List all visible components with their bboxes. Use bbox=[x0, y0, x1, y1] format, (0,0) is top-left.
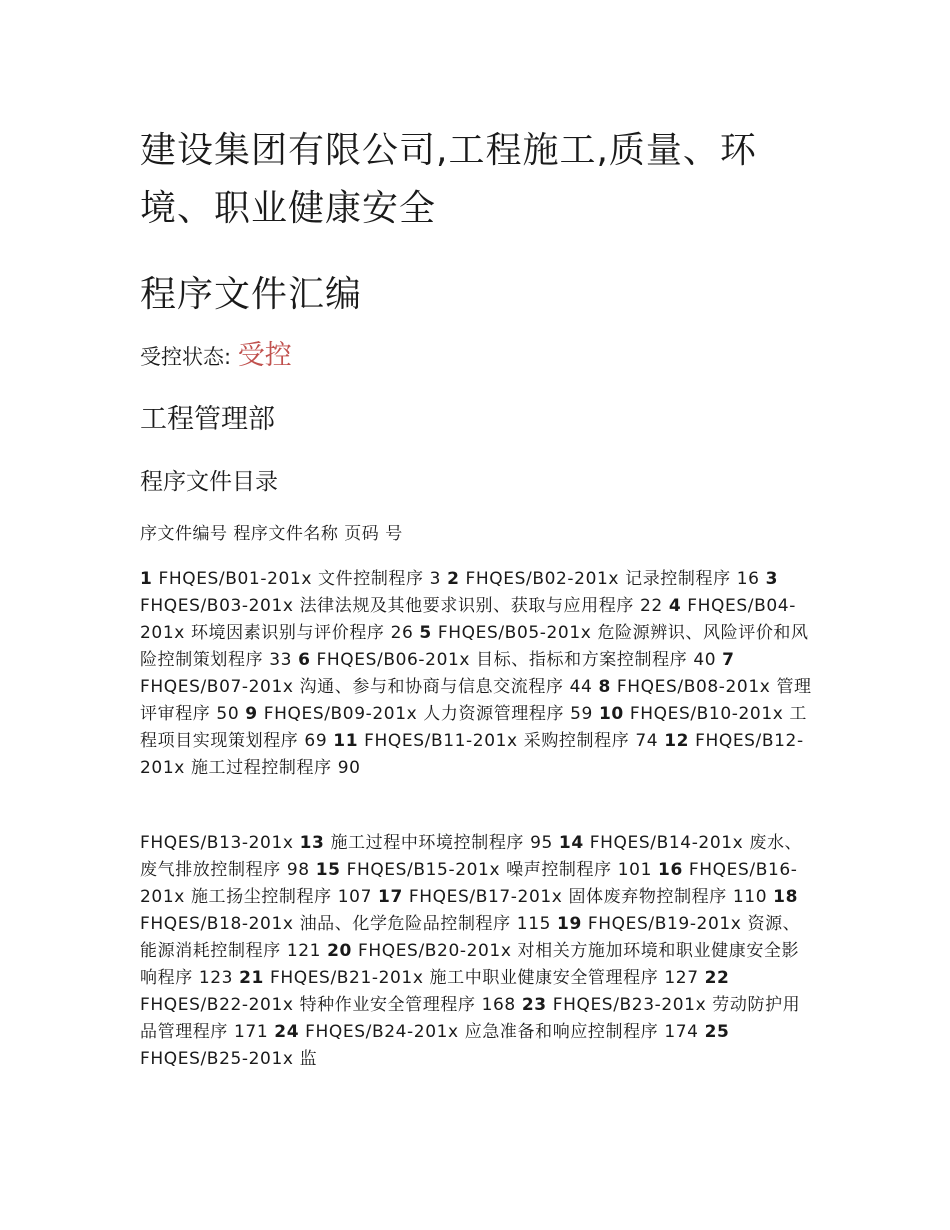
toc-entry-name: 工程项目实现策划程序 bbox=[140, 704, 808, 751]
toc-entry-number: 13 bbox=[299, 833, 325, 853]
toc-entry-name: 施工扬尘控制程序 bbox=[190, 887, 332, 907]
toc-entry-number: 10 bbox=[598, 704, 624, 724]
toc-entry-name: 采购控制程序 bbox=[523, 731, 630, 751]
toc-entry-code: FHQES/B21-201x bbox=[269, 968, 424, 988]
toc-entry-number: 7 bbox=[722, 650, 735, 670]
toc-entry-code: FHQES/B03-201x bbox=[140, 596, 294, 616]
toc-entry-name: 特种作业安全管理程序 bbox=[299, 995, 476, 1015]
toc-entry-number: 25 bbox=[704, 1022, 730, 1042]
toc-entry-number: 19 bbox=[557, 914, 582, 934]
toc-entry-page: 174 bbox=[664, 1022, 699, 1042]
toc-entry-code: FHQES/B06-201x bbox=[316, 650, 471, 670]
toc-entry-number: 16 bbox=[658, 860, 683, 880]
toc-entry-page: 44 bbox=[569, 677, 593, 697]
toc-entry-name: 文件控制程序 bbox=[318, 569, 424, 589]
toc-entry-name: 施工过程中环境控制程序 bbox=[330, 833, 525, 853]
toc-entry-number: 12 bbox=[664, 731, 690, 751]
toc-entry-code: FHQES/B04-201x bbox=[140, 596, 796, 643]
toc-title: 程序文件目录 bbox=[140, 469, 278, 495]
control-status bbox=[140, 334, 292, 379]
toc-entry-page: 74 bbox=[635, 731, 659, 751]
toc-entry-code: FHQES/B07-201x bbox=[140, 677, 294, 697]
toc-entry-name: 固体废弃物控制程序 bbox=[568, 887, 727, 907]
toc-entry-code: FHQES/B16-201x bbox=[140, 860, 798, 907]
toc-entry-code: FHQES/B09-201x bbox=[263, 704, 418, 724]
toc-entry-code: FHQES/B20-201x bbox=[357, 941, 512, 961]
toc-entry-name: 施工过程控制程序 bbox=[190, 758, 332, 778]
toc-entry-name: 应急准备和响应控制程序 bbox=[464, 1022, 659, 1042]
toc-entry-page: 168 bbox=[481, 995, 516, 1015]
toc-entry-name: 监 bbox=[299, 1049, 318, 1069]
toc-entry-page: 40 bbox=[693, 650, 717, 670]
toc-entry-name: 对相关方施加环境和职业健康安全影响程序 bbox=[140, 941, 800, 988]
toc-entry-page: 171 bbox=[234, 1022, 269, 1042]
toc-entry-code: FHQES/B23-201x bbox=[552, 995, 707, 1015]
toc-entry-number: 14 bbox=[558, 833, 584, 853]
toc-entry-number: 6 bbox=[298, 650, 311, 670]
toc-entry-code: FHQES/B15-201x bbox=[346, 860, 501, 880]
toc-entry-name: 目标、指标和方案控制程序 bbox=[476, 650, 688, 670]
toc-entry-code: FHQES/B25-201x bbox=[140, 1049, 294, 1069]
toc-entry-number: 18 bbox=[773, 887, 799, 907]
toc-entry-code: FHQES/B18-201x bbox=[140, 914, 294, 934]
toc-entry-page: 50 bbox=[216, 704, 240, 724]
toc-paragraph-2 bbox=[140, 830, 815, 1073]
toc-entry-number: 8 bbox=[598, 677, 611, 697]
toc-entry-name: 沟通、参与和协商与信息交流程序 bbox=[299, 677, 564, 697]
status-label: 受控状态: bbox=[140, 345, 232, 369]
toc-entry-page: 3 bbox=[429, 569, 442, 589]
toc-entry-page: 69 bbox=[304, 731, 328, 751]
toc-entry-name: 记录控制程序 bbox=[625, 569, 731, 589]
toc-entry-page: 90 bbox=[337, 758, 361, 778]
toc-entry-number: 17 bbox=[378, 887, 403, 907]
toc-entry-number: 1 bbox=[140, 569, 153, 589]
document-subtitle: 程序文件汇编 bbox=[140, 274, 363, 315]
toc-header: 序文件编号 程序文件名称 页码 号 bbox=[140, 524, 403, 544]
toc-entry-code: FHQES/B14-201x bbox=[589, 833, 744, 853]
toc-entry-page: 33 bbox=[269, 650, 293, 670]
toc-entry-name: 噪声控制程序 bbox=[506, 860, 612, 880]
toc-entry-code: FHQES/B08-201x bbox=[616, 677, 771, 697]
toc-entry-page: 123 bbox=[198, 968, 234, 988]
toc-entry-number: 2 bbox=[447, 569, 460, 589]
toc-entry[interactable] bbox=[274, 1022, 698, 1042]
toc-entry[interactable] bbox=[298, 650, 716, 670]
toc-entry[interactable] bbox=[447, 569, 759, 589]
toc-entry-page: 115 bbox=[516, 914, 552, 934]
toc-entry-number: 5 bbox=[419, 623, 432, 643]
toc-entry-code: FHQES/B11-201x bbox=[364, 731, 518, 751]
toc-paragraph-1 bbox=[140, 566, 815, 782]
toc-entry[interactable] bbox=[333, 731, 658, 751]
toc-entry-number: 22 bbox=[704, 968, 730, 988]
toc-entry-number: 11 bbox=[333, 731, 359, 751]
toc-entry-page: 127 bbox=[664, 968, 699, 988]
toc-entry-number: 21 bbox=[239, 968, 264, 988]
toc-entry-number: 23 bbox=[521, 995, 547, 1015]
toc-entry-name: 法律法规及其他要求识别、获取与应用程序 bbox=[299, 596, 634, 616]
toc-entry[interactable] bbox=[140, 833, 553, 853]
toc-entry-number: 9 bbox=[245, 704, 258, 724]
toc-entry-code: FHQES/B22-201x bbox=[140, 995, 294, 1015]
toc-entry-code: FHQES/B05-201x bbox=[437, 623, 592, 643]
toc-entry-page: 26 bbox=[390, 623, 414, 643]
toc-entry[interactable] bbox=[245, 704, 593, 724]
toc-entry-name: 人力资源管理程序 bbox=[423, 704, 565, 724]
toc-entry-code: FHQES/B01-201x bbox=[158, 569, 312, 589]
toc-entry-number: 20 bbox=[327, 941, 352, 961]
toc-entry-name: 环境因素识别与评价程序 bbox=[190, 623, 385, 643]
toc-entry-page: 110 bbox=[732, 887, 768, 907]
toc-entry-number: 4 bbox=[668, 596, 682, 616]
toc-entry-page: 101 bbox=[617, 860, 652, 880]
toc-entry-code: FHQES/B17-201x bbox=[408, 887, 563, 907]
toc-entry[interactable] bbox=[140, 569, 441, 589]
toc-entry-name: 资源、能源消耗控制程序 bbox=[140, 914, 801, 961]
toc-entry-number: 24 bbox=[274, 1022, 300, 1042]
toc-entry-name: 劳动防护用品管理程序 bbox=[140, 995, 801, 1042]
toc-entry-page: 95 bbox=[530, 833, 553, 853]
toc-entry-page: 16 bbox=[736, 569, 760, 589]
toc-entry-number: 3 bbox=[765, 569, 779, 589]
toc-entry-page: 107 bbox=[337, 887, 373, 907]
toc-entry-code: FHQES/B02-201x bbox=[465, 569, 620, 589]
toc-entry-code: FHQES/B10-201x bbox=[629, 704, 784, 724]
toc-entry[interactable] bbox=[378, 887, 767, 907]
toc-entry-page: 22 bbox=[639, 596, 663, 616]
toc-entry-name: 废水、废气排放控制程序 bbox=[140, 833, 803, 880]
toc-entry-name: 油品、化学危险品控制程序 bbox=[299, 914, 511, 934]
department-name: 工程管理部 bbox=[140, 404, 275, 435]
toc-entry-page: 98 bbox=[286, 860, 310, 880]
toc-entry[interactable] bbox=[316, 860, 652, 880]
toc-entry-name: 施工中职业健康安全管理程序 bbox=[429, 968, 659, 988]
toc-entry-number: 15 bbox=[315, 860, 341, 880]
toc-entry-name: 危险源辨识、风险评价和风险控制策划程序 bbox=[140, 623, 809, 670]
document-title: 建设集团有限公司,工程施工,质量、环境、职业健康安全 bbox=[140, 130, 757, 229]
toc-entry-code: FHQES/B19-201x bbox=[587, 914, 742, 934]
toc-entry-page: 121 bbox=[286, 941, 322, 961]
status-value: 受控 bbox=[237, 340, 292, 371]
toc-entry-code: FHQES/B12-201x bbox=[140, 731, 804, 778]
toc-entry-code: FHQES/B13-201x bbox=[140, 833, 294, 853]
toc-entry-code: FHQES/B24-201x bbox=[305, 1022, 459, 1042]
toc-entry-name: 管理评审程序 bbox=[140, 677, 812, 724]
toc-entry[interactable] bbox=[239, 968, 699, 988]
toc-entry-page: 59 bbox=[570, 704, 593, 724]
